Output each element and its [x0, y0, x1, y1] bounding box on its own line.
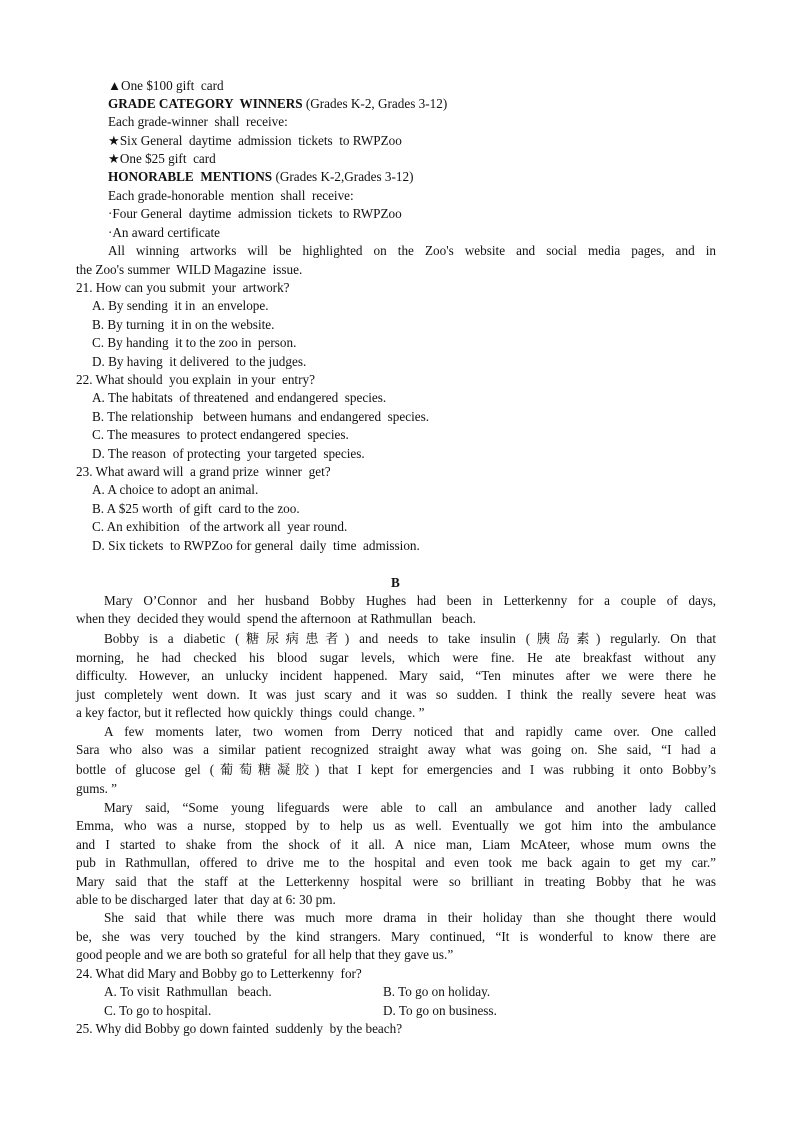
question-option: B. To go on holiday. — [383, 984, 491, 999]
question-stem: 22. What should you explain in your entry? — [76, 372, 315, 387]
question-option: A. By sending it in an envelope. — [92, 298, 269, 313]
question-option: C. The measures to protect endangered species. — [92, 427, 349, 442]
passage-line: She said that while there was much more drama in their holiday than she thought there would — [104, 910, 716, 925]
honorable-item: ·Four General daytime admission tickets to RWPZoo — [108, 206, 402, 221]
question-option: B. The relationship between humans and endangered species. — [92, 409, 430, 424]
passage-line: difficulty. However, an unlucky incident happened. Mary said, “Ten minutes after we were there he — [76, 668, 716, 683]
question-option: D. By having it delivered to the judges. — [92, 354, 307, 369]
question-stem: 25. Why did Bobby go down fainted suddenly by the beach? — [76, 1021, 403, 1036]
passage-line: pub in Rathmullan, offered to drive me to the hospital and even took me back again to get my car.” — [76, 855, 716, 870]
question-stem: 24. What did Mary and Bobby go to Letterkenny for? — [76, 966, 362, 981]
passage-line: morning, he had checked his blood sugar levels, which were fine. He ate breakfast without any — [76, 650, 716, 665]
passage-line: bottle of glucose gel (葡萄糖凝胶) that I kept for emergencies and I was rubbing it onto Bobby’s — [76, 762, 716, 777]
question-option: B. A $25 worth of gift card to the zoo. — [92, 501, 300, 516]
passage-line: Emma, who was a nurse, stopped by to help us as well. Eventually we got him into the ambulance — [76, 818, 716, 833]
grade-winner-receive: Each grade-winner shall receive: — [108, 114, 288, 129]
passage-line: Sara who also was a similar patient recognized straight away what was going on. She said, “I had a — [76, 742, 716, 757]
passage-line: Mary said that the staff at the Letterkenny hospital were so brilliant in treating Bobby that he was — [76, 874, 716, 889]
honorable-mentions-heading — [108, 168, 414, 186]
passage-line: able to be discharged later that day at 6: 30 pm. — [76, 892, 336, 907]
passage-line: Mary O’Connor and her husband Bobby Hughes had been in Letterkenny for a couple of days, — [104, 593, 716, 608]
section-b-heading: B — [391, 575, 400, 590]
question-option: C. An exhibition of the artwork all year round. — [92, 519, 348, 534]
grade-category-title: GRADE CATEGORY WINNERS — [108, 96, 303, 111]
grade-winner-item: ★Six General daytime admission tickets to RWPZoo — [108, 133, 402, 148]
question-option: B. By turning it in on the website. — [92, 317, 275, 332]
question-option: A. A choice to adopt an animal. — [92, 482, 259, 497]
honorable-receive: Each grade-honorable mention shall receive: — [108, 188, 354, 203]
question-option: C. To go to hospital. — [104, 1003, 212, 1018]
passage-line: when they decided they would spend the afternoon at Rathmullan beach. — [76, 611, 476, 626]
highlight-paragraph-line: the Zoo's summer WILD Magazine issue. — [76, 262, 303, 277]
honorable-item: ·An award certificate — [108, 225, 221, 240]
question-stem: 23. What award will a grand prize winner get? — [76, 464, 331, 479]
question-option: C. By handing it to the zoo in person. — [92, 335, 297, 350]
grand-prize-gift-card: ▲One $100 gift card — [108, 78, 224, 93]
passage-line: A few moments later, two women from Derry noticed that and rapidly came over. One called — [104, 724, 716, 739]
honorable-mentions-title: HONORABLE MENTIONS — [108, 169, 273, 184]
question-stem: 21. How can you submit your artwork? — [76, 280, 290, 295]
passage-line: gums. ” — [76, 781, 118, 796]
passage-line: good people and we are both so grateful for all help that they gave us.” — [76, 947, 454, 962]
question-option: D. The reason of protecting your targeted species. — [92, 446, 365, 461]
question-option: D. To go on business. — [383, 1003, 497, 1018]
question-option: D. Six tickets to RWPZoo for general daily time admission. — [92, 538, 420, 553]
grade-category-grades: (Grades K-2, Grades 3-12) — [302, 96, 448, 111]
passage-line: and I started to shake from the shock of it all. A nice man, Liam McAteer, whose mum owns the — [76, 837, 716, 852]
question-option: A. To visit Rathmullan beach. — [104, 984, 272, 999]
passage-line: Bobby is a diabetic (糖尿病患者) and needs to take insulin (胰岛素) regularly. On that — [104, 631, 716, 646]
grade-category-heading — [108, 95, 447, 113]
highlight-paragraph-line: All winning artworks will be highlighted on the Zoo's website and social media pages, and in — [108, 243, 716, 258]
passage-line: just completely went down. It was just scary and it was so sudden. I think the really severe heat was — [76, 687, 716, 702]
question-option: A. The habitats of threatened and endangered species. — [92, 390, 387, 405]
grade-winner-item: ★One $25 gift card — [108, 151, 216, 166]
passage-line: Mary said, “Some young lifeguards were able to call an ambulance and another lady called — [104, 800, 716, 815]
passage-line: be, she was very touched by the kind strangers. Mary continued, “It is wonderful to know there are — [76, 929, 716, 944]
honorable-mentions-grades: (Grades K-2,Grades 3-12) — [272, 169, 414, 184]
passage-line: a key factor, but it reflected how quickly things could change. ” — [76, 705, 425, 720]
